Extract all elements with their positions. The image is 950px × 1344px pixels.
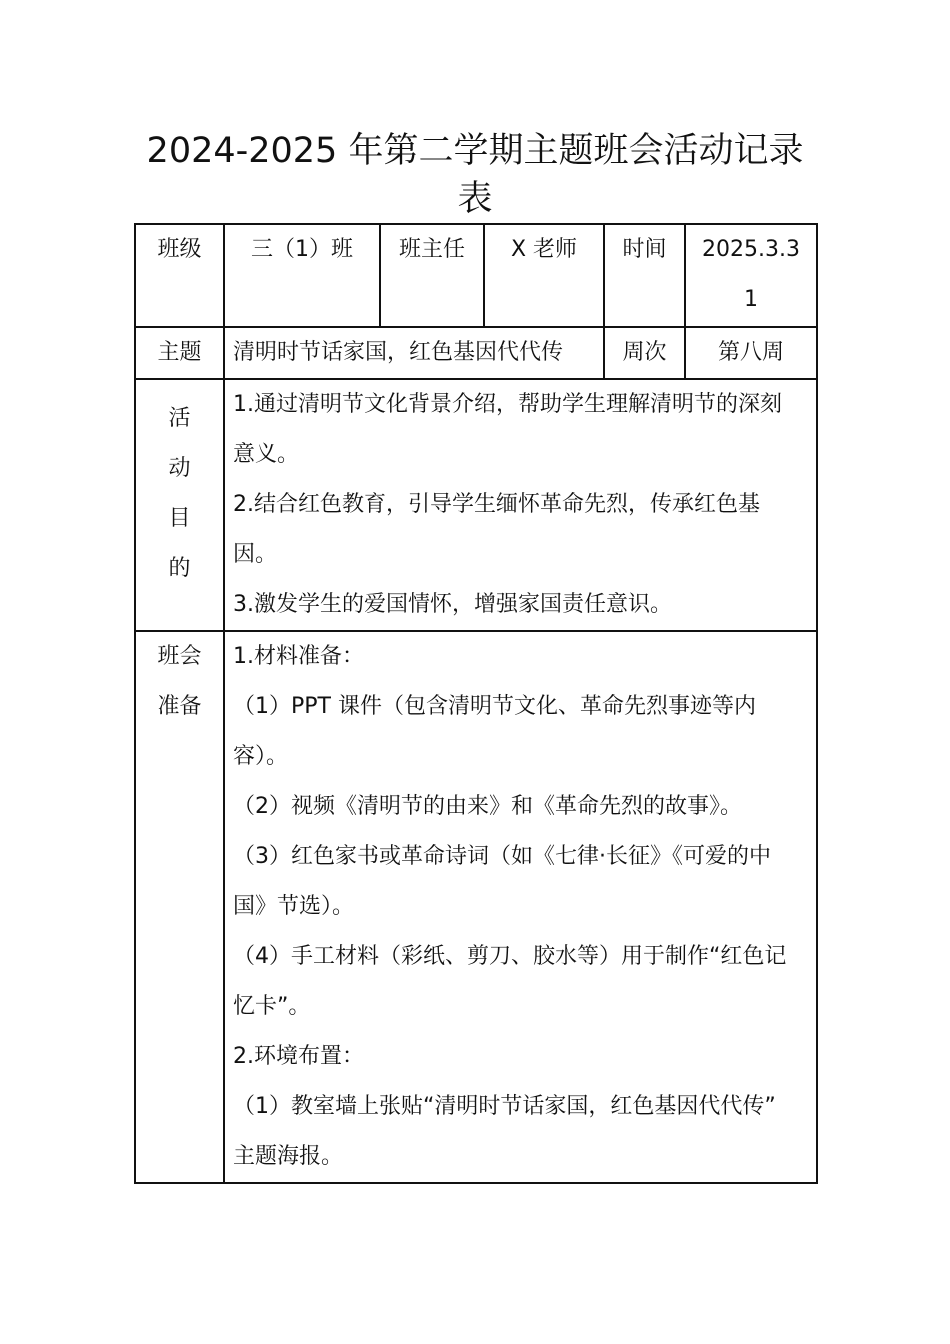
week-label: 周次	[604, 327, 685, 379]
prep-label-line-1: 班会	[157, 644, 202, 669]
week-value: 第八周	[685, 327, 817, 379]
purpose-line: 因。	[233, 542, 278, 567]
row-purpose	[135, 379, 817, 631]
prep-label	[135, 631, 224, 1183]
page-title	[120, 127, 830, 223]
purpose-label-char: 的	[168, 556, 191, 581]
purpose-label	[135, 379, 224, 631]
teacher-value: X 老师	[484, 224, 604, 327]
theme-value: 清明时节话家国，红色基因代代传	[224, 327, 604, 379]
prep-line: （4）手工材料（彩纸、剪刀、胶水等）用于制作“红色记	[233, 944, 787, 969]
purpose-line: 1.通过清明节文化背景介绍，帮助学生理解清明节的深刻	[233, 392, 782, 417]
row-basic-info	[135, 224, 817, 327]
purpose-line: 3.激发学生的爱国情怀，增强家国责任意识。	[233, 592, 672, 617]
prep-line: 2.环境布置：	[233, 1044, 364, 1069]
prep-line: （3）红色家书或革命诗词（如《七律·长征》《可爱的中	[233, 844, 771, 869]
row-theme	[135, 327, 817, 379]
prep-label-line-2: 准备	[157, 694, 202, 719]
purpose-label-char: 动	[168, 456, 191, 481]
prep-content	[224, 631, 817, 1183]
purpose-label-char: 目	[168, 506, 191, 531]
teacher-label: 班主任	[380, 224, 484, 327]
prep-line: 国》节选）。	[233, 894, 355, 919]
title-line-1: 2024-2025 年第二学期主题班会活动记录	[146, 131, 804, 171]
prep-line: （1）PPT 课件（包含清明节文化、革命先烈事迹等内	[233, 694, 756, 719]
purpose-content	[224, 379, 817, 631]
title-line-2: 表	[457, 179, 493, 219]
purpose-line: 2.结合红色教育，引导学生缅怀革命先烈，传承红色基	[233, 492, 760, 517]
purpose-line: 意义。	[233, 442, 300, 467]
time-value-line-1: 2025.3.3	[702, 237, 800, 262]
purpose-label-char: 活	[168, 406, 191, 431]
time-value	[685, 224, 817, 327]
prep-line: （2）视频《清明节的由来》和《革命先烈的故事》。	[233, 794, 742, 819]
class-label: 班级	[135, 224, 224, 327]
theme-label: 主题	[135, 327, 224, 379]
prep-line: 忆卡”。	[233, 994, 311, 1019]
prep-line: 1.材料准备：	[233, 644, 364, 669]
row-preparation	[135, 631, 817, 1183]
time-value-line-2: 1	[744, 287, 758, 312]
record-table	[134, 223, 818, 1184]
prep-line: （1）教室墙上张贴“清明时节话家国，红色基因代代传”	[233, 1094, 776, 1119]
time-label: 时间	[604, 224, 685, 327]
class-value: 三（1）班	[224, 224, 380, 327]
prep-line: 主题海报。	[233, 1144, 344, 1169]
prep-line: 容）。	[233, 744, 289, 769]
